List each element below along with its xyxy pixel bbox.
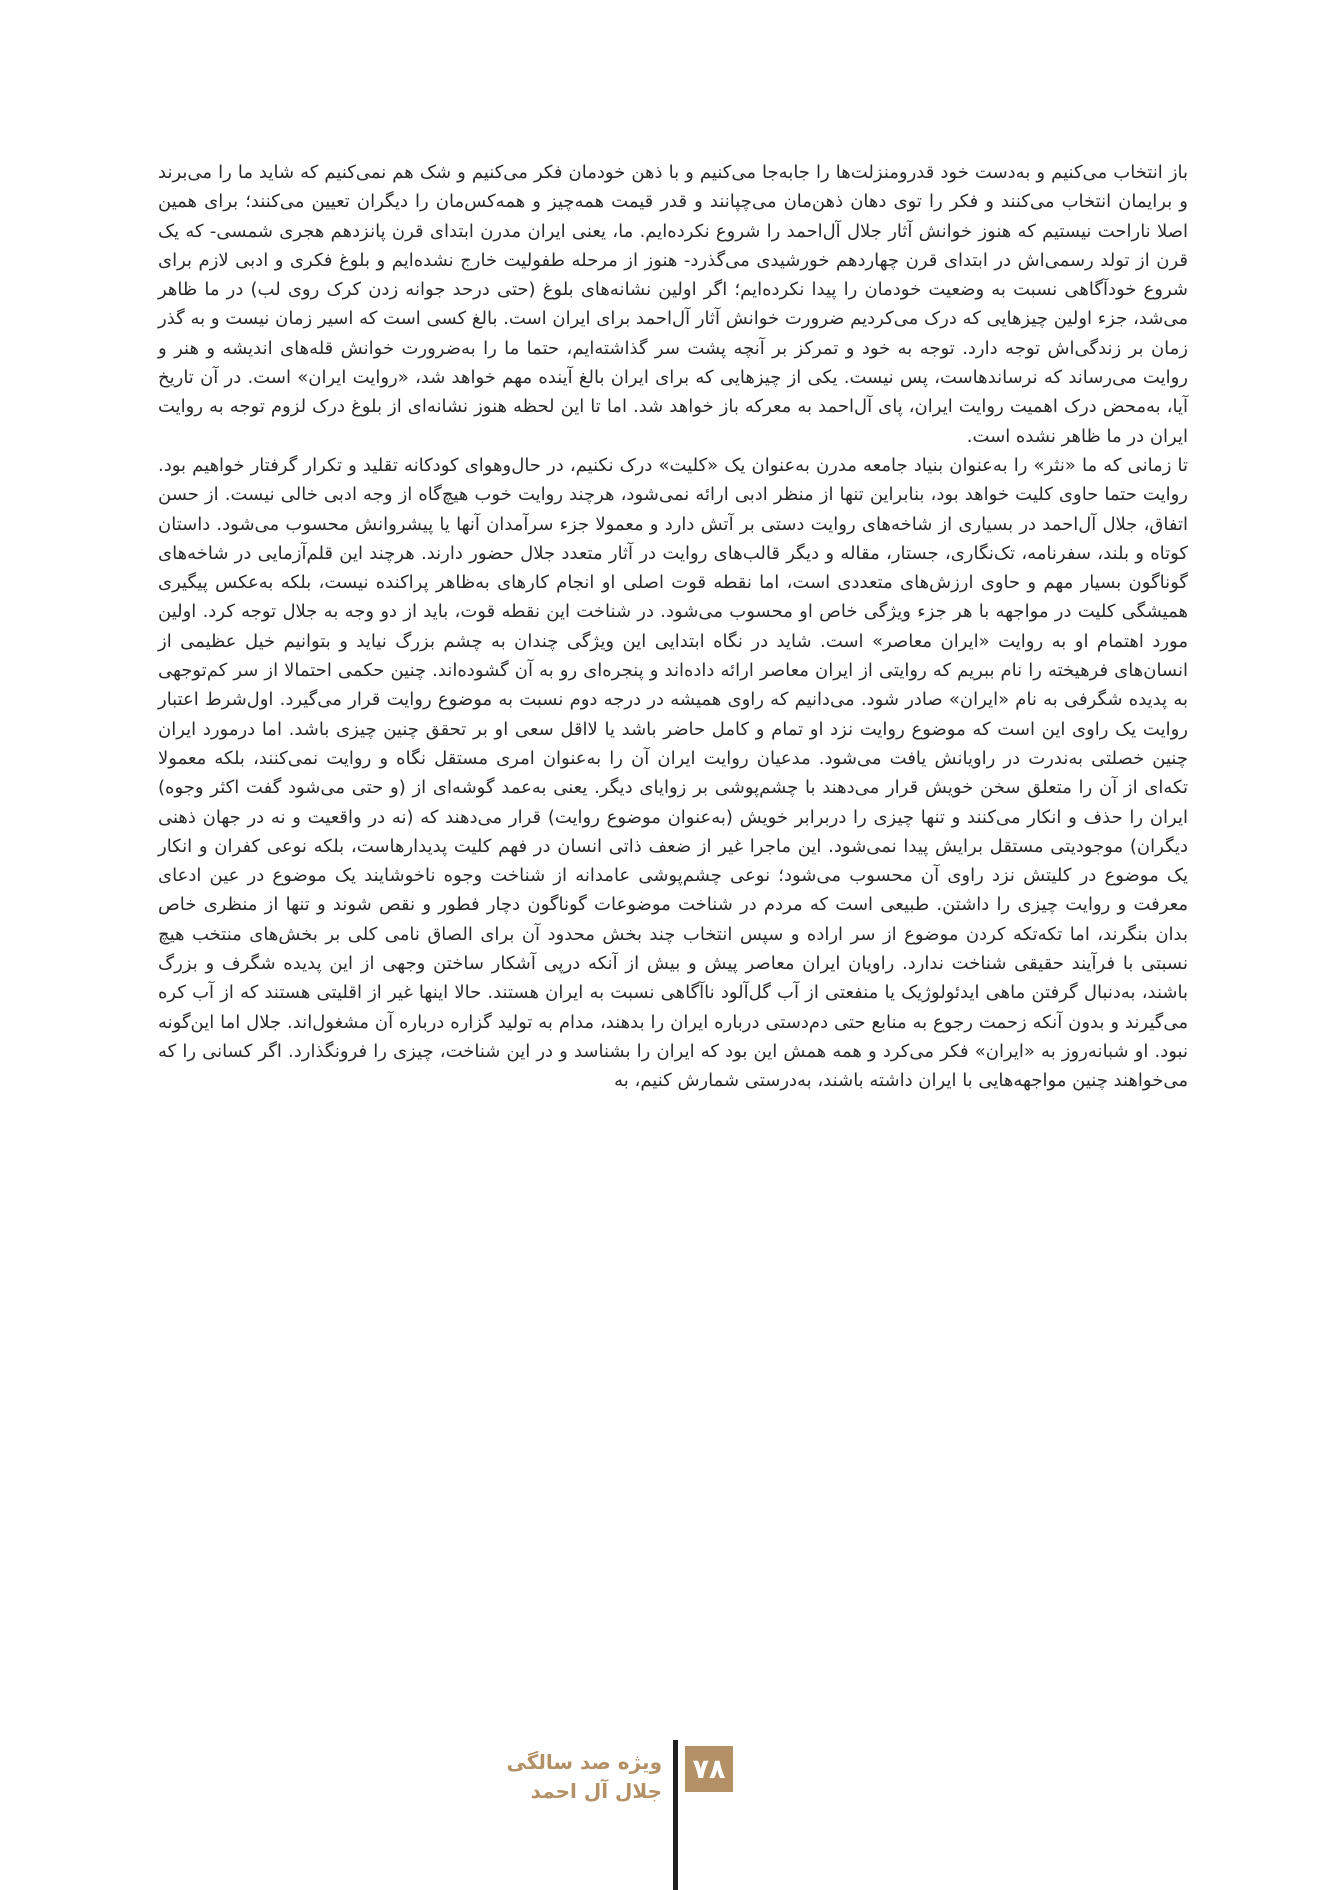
paragraph-2: تا زمانی که ما «نثر» را به‌عنوان بنیاد جامعه مدرن به‌عنوان یک «کلیت» درک نکنیم، در حال‌وهوای کودکانه تقلید و تکرار گرفتار خواهیم بود. روایت حتما حاوی کلیت خواهد بود، بنابراین تنها از منظر ادبی ارائه نمی‌شود، هرچند روایت خوب هیچ‌گاه از وجه ادبی خالی نیست. از حسن اتفاق، جلال آل‌احمد در بسیاری از شاخه‌های روایت دستی بر آتش دارد و معمولا جزء سرآمدان آنها یا پیشروانش محسوب می‌شود. داستان کوتاه و بلند، سفرنامه، تک‌نگاری، جستار، مقاله و دیگر قالب‌های روایت در آثار متعدد جلال حضور دارند. هرچند این قلم‌آزمایی در شاخه‌های گوناگون بسیار مهم و حاوی ارزش‌های متعددی است، اما نقطه قوت اصلی او انجام کارهای به‌ظاهر پراکنده نیست، بلکه به‌عکس پیگیری همیشگی کلیت در مواجهه با هر جزء ویژگی خاص او محسوب می‌شود. در شناخت این نقطه قوت، باید از دو وجه به جلال توجه کرد. اولین مورد اهتمام او به روایت «ایران معاصر» است. شاید در نگاه ابتدایی این ویژگی چندان به چشم بزرگ نیاید و بتوانیم خیل عظیمی از انسان‌های فرهیخته را نام ببریم که روایتی از ایران معاصر ارائه داده‌اند و پنجره‌ای رو به آن گشوده‌اند. چنین حکمی احتمالا از سر کم‌توجهی به پدیده شگرفی به نام «ایران» صادر شود. می‌دانیم که راوی همیشه در درجه دوم نسبت به موضوع روایت قرار می‌گیرد. اول‌شرط اعتبار روایت یک راوی این است که موضوع روایت نزد او تمام و کامل حاضر باشد یا لااقل سعی او بر تحقق چنین چیزی باشد. اما درمورد ایران چنین خصلتی به‌ندرت در راویانش یافت می‌شود. مدعیان روایت ایران آن را به‌عنوان امری مستقل نگاه و روایت نمی‌کنند، بلکه معمولا تکه‌ای از آن را متعلق سخن خویش قرار می‌دهند با چشم‌پوشی بر زوایای دیگر. یعنی به‌عمد گوشه‌ای از (و حتی می‌شود گفت اکثر وجوه) ایران را حذف و انکار می‌کنند و تنها چیزی را دربرابر خویش (به‌عنوان موضوع روایت) قرار می‌دهند که (نه در واقعیت و نه در جهان ذهنی دیگران) موجودیتی مستقل برایش پیدا نمی‌شود. این ماجرا غیر از ضعف ذاتی انسان در فهم کلیت پدیدارهاست، بلکه نوعی کفران و انکار یک موضوع در کلیتش نزد راوی آن محسوب می‌شود؛ نوعی چشم‌پوشی عامدانه از شناخت وجوه ناخوشایند یک موضوع در عین ادعای معرفت و روایت چیزی را داشتن. طبیعی است که مردم در شناخت موضوعات گوناگون دچار فطور و نقص شوند و تنها از منظری خاص بدان بنگرند، اما تکه‌تکه کردن موضوع از سر اراده و سپس انتخاب چند بخش محدود آن برای الصاق نامی کلی بر بخش‌های منتخب هیچ نسبتی با فرآیند حقیقی شناخت ندارد. راویان ایران معاصر پیش و بیش از آنکه درپی آشکار ساختن وجهی از این پدیده شگرف و بزرگ باشند، به‌دنبال گرفتن ماهی ایدئولوژیک یا منفعتی از آب گل‌آلود ناآگاهی نسبت به ایران هستند. حالا اینها غیر از اقلیتی هستند که از آب کره می‌گیرند و بدون آنکه زحمت رجوع به منابع حتی دم‌دستی درباره ایران را بدهند، مدام به تولید گزاره درباره آن مشغول‌اند. جلال اما این‌گونه نبود. او شبانه‌روز به «ایران» فکر می‌کرد و همه همش این بود که ایران را بشناسد و در این شناخت، چیزی را فرونگذارد. اگر کسانی را که می‌خواهند چنین مواجهه‌هایی با ایران داشته باشند، به‌درستی شمارش کنیم، به xyxy=(158,454,1188,1092)
page-footer xyxy=(0,1740,1339,1890)
page-number-badge: ۷۸ xyxy=(685,1746,733,1792)
footer-divider xyxy=(673,1740,678,1890)
issue-title-line-1: ویژه صد سالگی xyxy=(506,1750,662,1774)
paragraph-1: باز انتخاب می‌کنیم و به‌دست خود قدرومنزلت‌ها را جابه‌جا می‌کنیم و با ذهن خودمان فکر می‌کنیم و شک هم نمی‌کنیم که شاید ما را می‌برند و برایمان انتخاب می‌کنند و فکر را توی دهان ذهن‌مان می‌چپانند و قدر قیمت همه‌چیز و همه‌کس‌مان را دیگران تعیین می‌کنند؛ برای همین اصلا ناراحت نیستیم که هنوز خوانش آثار جلال آل‌احمد را شروع نکرده‌ایم. ما، یعنی ایران مدرن ابتدای قرن پانزدهم هجری شمسی- که یک قرن از تولد رسمی‌اش در ابتدای قرن چهاردهم خورشیدی می‌گذرد- هنوز از مرحله طفولیت خارج نشده‌ایم و بلوغ فکری و ادبی لازم برای شروع خودآگاهی نسبت به وضعیت خودمان را پیدا نکرده‌ایم؛ اگر اولین نشانه‌های بلوغ (حتی درحد جوانه زدن کرک روی لب) در ما ظاهر می‌شد، جزء اولین چیزهایی که درک می‌کردیم ضرورت خوانش آثار آل‌احمد برای ایران است. بالغ کسی است که اسیر زمان نیست و به گذر زمان بر زندگی‌اش توجه دارد. توجه به خود و تمرکز بر آنچه پشت سر گذاشته‌ایم، حتما ما را به‌ضرورت خوانش قله‌های اندیشه و هنر و روایت می‌رساند که نرساندهاست، پس نیست. یکی از چیزهایی که برای ایران بالغ آینده مهم خواهد شد، «روایت ایران» است. در آن تاریخ آیا، به‌محض درک اهمیت روایت ایران، پای آل‌احمد به معرکه باز خواهد شد. اما تا این لحظه هنوز نشانه‌ای از بلوغ درک لزوم توجه به روایت ایران در ما ظاهر نشده است. xyxy=(158,162,1188,447)
issue-title-line-2: جلال آل احمد xyxy=(530,1779,662,1803)
article-body xyxy=(158,158,1188,1096)
issue-title xyxy=(506,1748,662,1806)
